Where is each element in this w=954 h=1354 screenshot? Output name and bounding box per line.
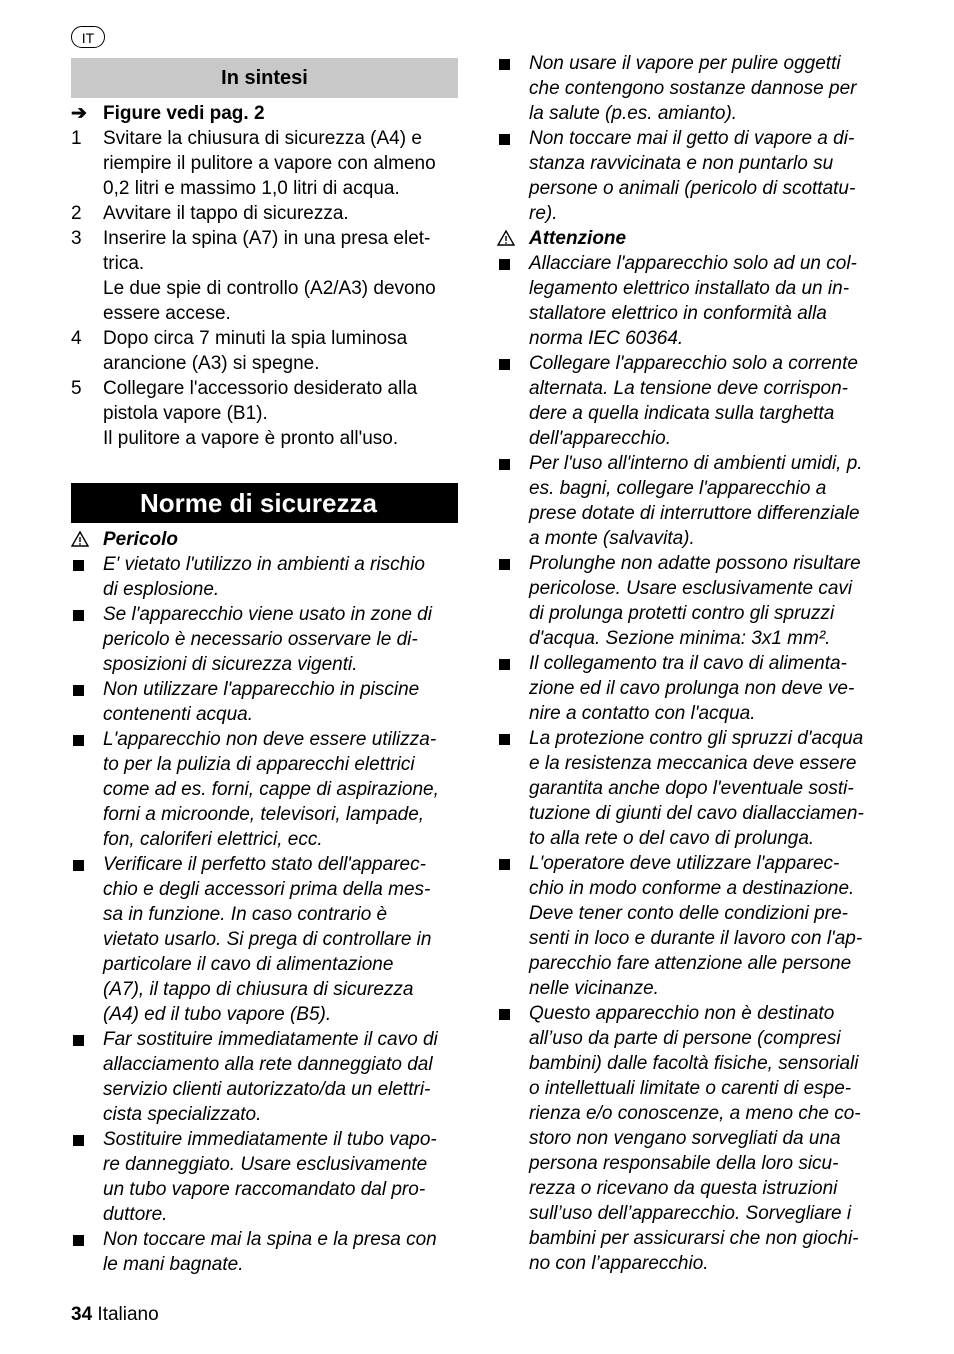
- step-text: Il pulitore a vapore è pronto all'uso.: [103, 428, 399, 449]
- bullet-line: [497, 801, 897, 826]
- bullet-square-icon: [499, 134, 510, 145]
- bullet-line: [71, 977, 459, 1002]
- bullet-text: contenenti acqua.: [103, 704, 254, 725]
- bullet-text: stanza ravvicinata e non puntarlo su: [529, 153, 834, 174]
- step-text: arancione (A3) si spegne.: [103, 353, 320, 374]
- bullet-text: (A7), il tappo di chiusura di sicurezza: [103, 979, 414, 1000]
- step-line: [71, 351, 459, 376]
- bullet-text: senti in loco e durante il lavoro con l'ap-: [529, 928, 863, 949]
- bullet-line: [71, 552, 459, 577]
- bullet-text: pericolo è necessario osservare le di-: [103, 629, 418, 650]
- bullet-line: [497, 151, 897, 176]
- bullet-line: [71, 902, 459, 927]
- bullet-line: [71, 877, 459, 902]
- bullet-line: [71, 1002, 459, 1027]
- step-line: [71, 226, 459, 251]
- bullet-line: [71, 1102, 459, 1127]
- step-number: 2: [71, 203, 82, 224]
- bullet-square-icon: [499, 559, 510, 570]
- step-text: trica.: [103, 253, 145, 274]
- safety-heading: Norme di sicurezza: [71, 483, 458, 523]
- step-line: [71, 276, 459, 301]
- bullet-line: [497, 376, 897, 401]
- bullet-text: Far sostituire immediatamente il cavo di: [103, 1029, 438, 1050]
- bullet-line: [71, 952, 459, 977]
- bullet-line: [497, 776, 897, 801]
- bullet-text: Prolunghe non adatte possono risultare: [529, 553, 861, 574]
- bullet-line: [497, 1201, 897, 1226]
- bullet-line: [71, 627, 459, 652]
- bullet-line: [497, 626, 897, 651]
- bullet-text: legamento elettrico installato da un in-: [529, 278, 850, 299]
- step-line: [71, 301, 459, 326]
- bullet-line: [497, 201, 897, 226]
- bullet-square-icon: [499, 859, 510, 870]
- bullet-text: persona responsabile della loro sicu-: [529, 1153, 839, 1174]
- bullet-text: che contengono sostanze dannose per: [529, 78, 857, 99]
- footer-language: Italiano: [97, 1304, 159, 1325]
- bullet-text: le mani bagnate.: [103, 1254, 244, 1275]
- step-line: [71, 376, 459, 401]
- bullet-text: nire a contatto con l'acqua.: [529, 703, 756, 724]
- bullet-text: Se l'apparecchio viene usato in zone di: [103, 604, 432, 625]
- bullet-square-icon: [73, 685, 84, 696]
- bullet-line: [497, 451, 897, 476]
- bullet-line: [497, 401, 897, 426]
- bullet-text: di esplosione.: [103, 579, 220, 600]
- bullet-text: bambini per assicurarsi che non giochi-: [529, 1228, 859, 1249]
- bullet-line: [497, 1251, 897, 1276]
- bullet-line: [497, 651, 897, 676]
- bullet-text: Sostituire immediatamente il tubo vapo-: [103, 1129, 437, 1150]
- bullet-line: [497, 1001, 897, 1026]
- step-text: Inserire la spina (A7) in una presa elet-: [103, 228, 431, 249]
- bullet-text: rezza o ricevano da questa istruzioni: [529, 1178, 838, 1199]
- bullet-square-icon: [73, 735, 84, 746]
- bullet-line: [497, 326, 897, 351]
- bullet-line: [71, 702, 459, 727]
- steps-list: [71, 126, 459, 451]
- step-text: 0,2 litri e massimo 1,0 litri di acqua.: [103, 178, 400, 199]
- bullet-text: bambini) dalle facoltà fisiche, sensoriali: [529, 1053, 859, 1074]
- bullet-text: Il collegamento tra il cavo di alimenta-: [529, 653, 847, 674]
- bullet-square-icon: [499, 59, 510, 70]
- bullet-line: [71, 1177, 459, 1202]
- bullet-text: chio in modo conforme a destinazione.: [529, 878, 855, 899]
- step-text: Avvitare il tappo di sicurezza.: [103, 203, 349, 224]
- step-text: Le due spie di controllo (A2/A3) devono: [103, 278, 436, 299]
- bullet-line: [497, 51, 897, 76]
- bullet-line: [497, 276, 897, 301]
- bullet-square-icon: [73, 1035, 84, 1046]
- bullet-text: all’uso da parte di persone (compresi: [529, 1028, 841, 1049]
- bullet-line: [71, 652, 459, 677]
- bullet-line: [71, 1027, 459, 1052]
- bullet-text: to per la pulizia di apparecchi elettrici: [103, 754, 415, 775]
- bullet-text: no con l’apparecchio.: [529, 1253, 709, 1274]
- bullet-line: [71, 727, 459, 752]
- bullet-line: [71, 1127, 459, 1152]
- bullet-line: [71, 677, 459, 702]
- bullet-line: [71, 1252, 459, 1277]
- right-top-block: [497, 51, 897, 1276]
- step-text: Dopo circa 7 minuti la spia luminosa: [103, 328, 408, 349]
- bullet-text: prese dotate di interruttore differenziale: [529, 503, 860, 524]
- bullet-text: parecchio fare attenzione alle persone: [529, 953, 852, 974]
- page-footer: [71, 1302, 159, 1327]
- bullet-line: [497, 251, 897, 276]
- bullet-text: alternata. La tensione deve corrispon-: [529, 378, 848, 399]
- bullet-square-icon: [73, 610, 84, 621]
- step-line: [71, 126, 459, 151]
- bullet-text: di prolunga protetti contro gli spruzzi: [529, 603, 835, 624]
- attention-label: Attenzione: [529, 228, 627, 249]
- bullet-line: [497, 601, 897, 626]
- bullet-text: es. bagni, collegare l'apparecchio a: [529, 478, 827, 499]
- bullet-line: [71, 602, 459, 627]
- bullet-text: persone o animali (pericolo di scottatu-: [529, 178, 856, 199]
- bullet-line: [71, 1227, 459, 1252]
- bullet-text: re danneggiato. Usare esclusivamente: [103, 1154, 428, 1175]
- bullet-line: [71, 1202, 459, 1227]
- bullet-line: [497, 551, 897, 576]
- bullet-line: [71, 1052, 459, 1077]
- bullet-line: [497, 876, 897, 901]
- step-text: Svitare la chiusura di sicurezza (A4) e: [103, 128, 422, 149]
- bullet-line: [497, 676, 897, 701]
- bullet-text: forni a microonde, televisori, lampade,: [103, 804, 425, 825]
- bullet-line: [497, 951, 897, 976]
- bullet-text: stallatore elettrico in conformità alla: [529, 303, 827, 324]
- step-number: 4: [71, 328, 82, 349]
- warning-triangle-icon: [71, 531, 89, 547]
- bullet-line: [497, 526, 897, 551]
- bullet-text: cista specializzato.: [103, 1104, 262, 1125]
- bullet-text: sposizioni di sicurezza vigenti.: [103, 654, 358, 675]
- bullet-line: [497, 701, 897, 726]
- step-line: [71, 251, 459, 276]
- bullet-line: [71, 802, 459, 827]
- step-number: 3: [71, 228, 82, 249]
- bullet-text: fon, caloriferi elettrici, ecc.: [103, 829, 323, 850]
- bullet-text: dere a quella indicata sulla targhetta: [529, 403, 835, 424]
- bullet-line: [71, 1077, 459, 1102]
- bullet-square-icon: [499, 459, 510, 470]
- bullet-text: Non usare il vapore per pulire oggetti: [529, 53, 841, 74]
- bullet-text: Non toccare mai il getto di vapore a di-: [529, 128, 855, 149]
- step-line: [71, 401, 459, 426]
- bullet-line: [71, 1152, 459, 1177]
- bullet-text: Allacciare l'apparecchio solo ad un col-: [529, 253, 857, 274]
- figures-ref: Figure vedi pag. 2: [103, 103, 265, 124]
- bullet-text: Non toccare mai la spina e la presa con: [103, 1229, 437, 1250]
- bullet-text: Deve tener conto delle condizioni pre-: [529, 903, 848, 924]
- bullet-line: [497, 101, 897, 126]
- bullet-line: [497, 1151, 897, 1176]
- bullet-square-icon: [73, 560, 84, 571]
- right-bullet-list-bottom: [497, 251, 897, 1276]
- step-number: 1: [71, 128, 82, 149]
- bullet-text: un tubo vapore raccomandato dal pro-: [103, 1179, 426, 1200]
- bullet-text: servizio clienti autorizzato/da un elettri-: [103, 1079, 431, 1100]
- summary-block: [71, 101, 459, 451]
- bullet-line: [497, 926, 897, 951]
- step-line: [71, 201, 459, 226]
- bullet-text: storo non vengano sorvegliati da una: [529, 1128, 841, 1149]
- step-line: [71, 151, 459, 176]
- bullet-text: zione ed il cavo prolunga non deve ve-: [529, 678, 855, 699]
- bullet-line: [497, 126, 897, 151]
- bullet-line: [497, 1051, 897, 1076]
- bullet-square-icon: [73, 1235, 84, 1246]
- step-text: essere accese.: [103, 303, 231, 324]
- bullet-line: [497, 1076, 897, 1101]
- bullet-line: [497, 751, 897, 776]
- bullet-text: e la resistenza meccanica deve essere: [529, 753, 857, 774]
- danger-heading: [71, 527, 459, 552]
- step-text: riempire il pulitore a vapore con almeno: [103, 153, 436, 174]
- bullet-text: garantita anche dopo l'eventuale sosti-: [529, 778, 854, 799]
- bullet-text: rienza e/o conoscenze, a meno che co-: [529, 1103, 861, 1124]
- bullet-text: Verificare il perfetto stato dell'apparec-: [103, 854, 426, 875]
- danger-bullet-list: [71, 552, 459, 1277]
- bullet-square-icon: [499, 359, 510, 370]
- bullet-line: [71, 777, 459, 802]
- bullet-text: tuzione di giunti del cavo diallacciamen-: [529, 803, 864, 824]
- bullet-text: Collegare l'apparecchio solo a corrente: [529, 353, 858, 374]
- bullet-text: Non utilizzare l'apparecchio in piscine: [103, 679, 420, 700]
- bullet-square-icon: [73, 860, 84, 871]
- bullet-square-icon: [499, 734, 510, 745]
- bullet-text: la salute (p.es. amianto).: [529, 103, 738, 124]
- bullet-square-icon: [499, 259, 510, 270]
- bullet-line: [497, 1026, 897, 1051]
- bullet-text: pericolose. Usare esclusivamente cavi: [529, 578, 853, 599]
- bullet-line: [71, 752, 459, 777]
- bullet-line: [497, 301, 897, 326]
- bullet-line: [497, 426, 897, 451]
- bullet-text: L'apparecchio non deve essere utilizza-: [103, 729, 437, 750]
- bullet-line: [497, 476, 897, 501]
- bullet-square-icon: [499, 659, 510, 670]
- bullet-text: re).: [529, 203, 558, 224]
- step-line: [71, 426, 459, 451]
- bullet-line: [497, 1126, 897, 1151]
- figures-ref-line: [71, 101, 459, 126]
- bullet-line: [497, 76, 897, 101]
- bullet-text: La protezione contro gli spruzzi d'acqua: [529, 728, 864, 749]
- warning-triangle-icon: [497, 230, 515, 246]
- bullet-line: [497, 501, 897, 526]
- step-number: 5: [71, 378, 82, 399]
- safety-block: [71, 527, 459, 1277]
- bullet-text: nelle vicinanze.: [529, 978, 659, 999]
- bullet-square-icon: [73, 1135, 84, 1146]
- bullet-text: Questo apparecchio non è destinato: [529, 1003, 835, 1024]
- step-line: [71, 326, 459, 351]
- bullet-text: Per l'uso all'interno di ambienti umidi, p.: [529, 453, 863, 474]
- bullet-line: [497, 576, 897, 601]
- bullet-text: vietato usarlo. Si prega di controllare in: [103, 929, 432, 950]
- bullet-text: come ad es. forni, cappe di aspirazione,: [103, 779, 439, 800]
- bullet-line: [71, 827, 459, 852]
- bullet-text: chio e degli accessori prima della mes-: [103, 879, 431, 900]
- language-badge: IT: [71, 26, 105, 48]
- bullet-text: a monte (salvavita).: [529, 528, 695, 549]
- attention-heading: [497, 226, 897, 251]
- bullet-square-icon: [499, 1009, 510, 1020]
- bullet-text: sa in funzione. In caso contrario è: [103, 904, 388, 925]
- bullet-text: particolare il cavo di alimentazione: [103, 954, 394, 975]
- bullet-text: sull’uso dell’apparecchio. Sorvegliare i: [529, 1203, 852, 1224]
- bullet-text: d'acqua. Sezione minima: 3x1 mm².: [529, 628, 831, 649]
- bullet-line: [497, 901, 897, 926]
- bullet-line: [497, 1226, 897, 1251]
- bullet-line: [497, 851, 897, 876]
- step-text: pistola vapore (B1).: [103, 403, 268, 424]
- bullet-line: [71, 852, 459, 877]
- step-text: Collegare l'accessorio desiderato alla: [103, 378, 418, 399]
- arrow-right-icon: ➔: [71, 103, 87, 124]
- danger-label: Pericolo: [103, 529, 178, 550]
- bullet-text: to alla rete o del cavo di prolunga.: [529, 828, 815, 849]
- bullet-line: [71, 927, 459, 952]
- bullet-text: duttore.: [103, 1204, 168, 1225]
- right-bullet-list-top: [497, 51, 897, 226]
- bullet-line: [497, 1101, 897, 1126]
- step-line: [71, 176, 459, 201]
- bullet-line: [497, 176, 897, 201]
- bullet-text: (A4) ed il tubo vapore (B5).: [103, 1004, 332, 1025]
- bullet-line: [497, 726, 897, 751]
- summary-heading: In sintesi: [71, 58, 458, 98]
- bullet-line: [497, 1176, 897, 1201]
- bullet-line: [497, 976, 897, 1001]
- bullet-text: dell'apparecchio.: [529, 428, 671, 449]
- bullet-text: L'operatore deve utilizzare l'apparec-: [529, 853, 840, 874]
- bullet-text: o intellettuali limitate o carenti di espe-: [529, 1078, 852, 1099]
- bullet-line: [497, 351, 897, 376]
- page-number: 34: [71, 1304, 93, 1325]
- bullet-text: allacciamento alla rete danneggiato dal: [103, 1054, 433, 1075]
- bullet-line: [71, 577, 459, 602]
- bullet-text: E' vietato l'utilizzo in ambienti a rischio: [103, 554, 425, 575]
- bullet-text: norma IEC 60364.: [529, 328, 684, 349]
- bullet-line: [497, 826, 897, 851]
